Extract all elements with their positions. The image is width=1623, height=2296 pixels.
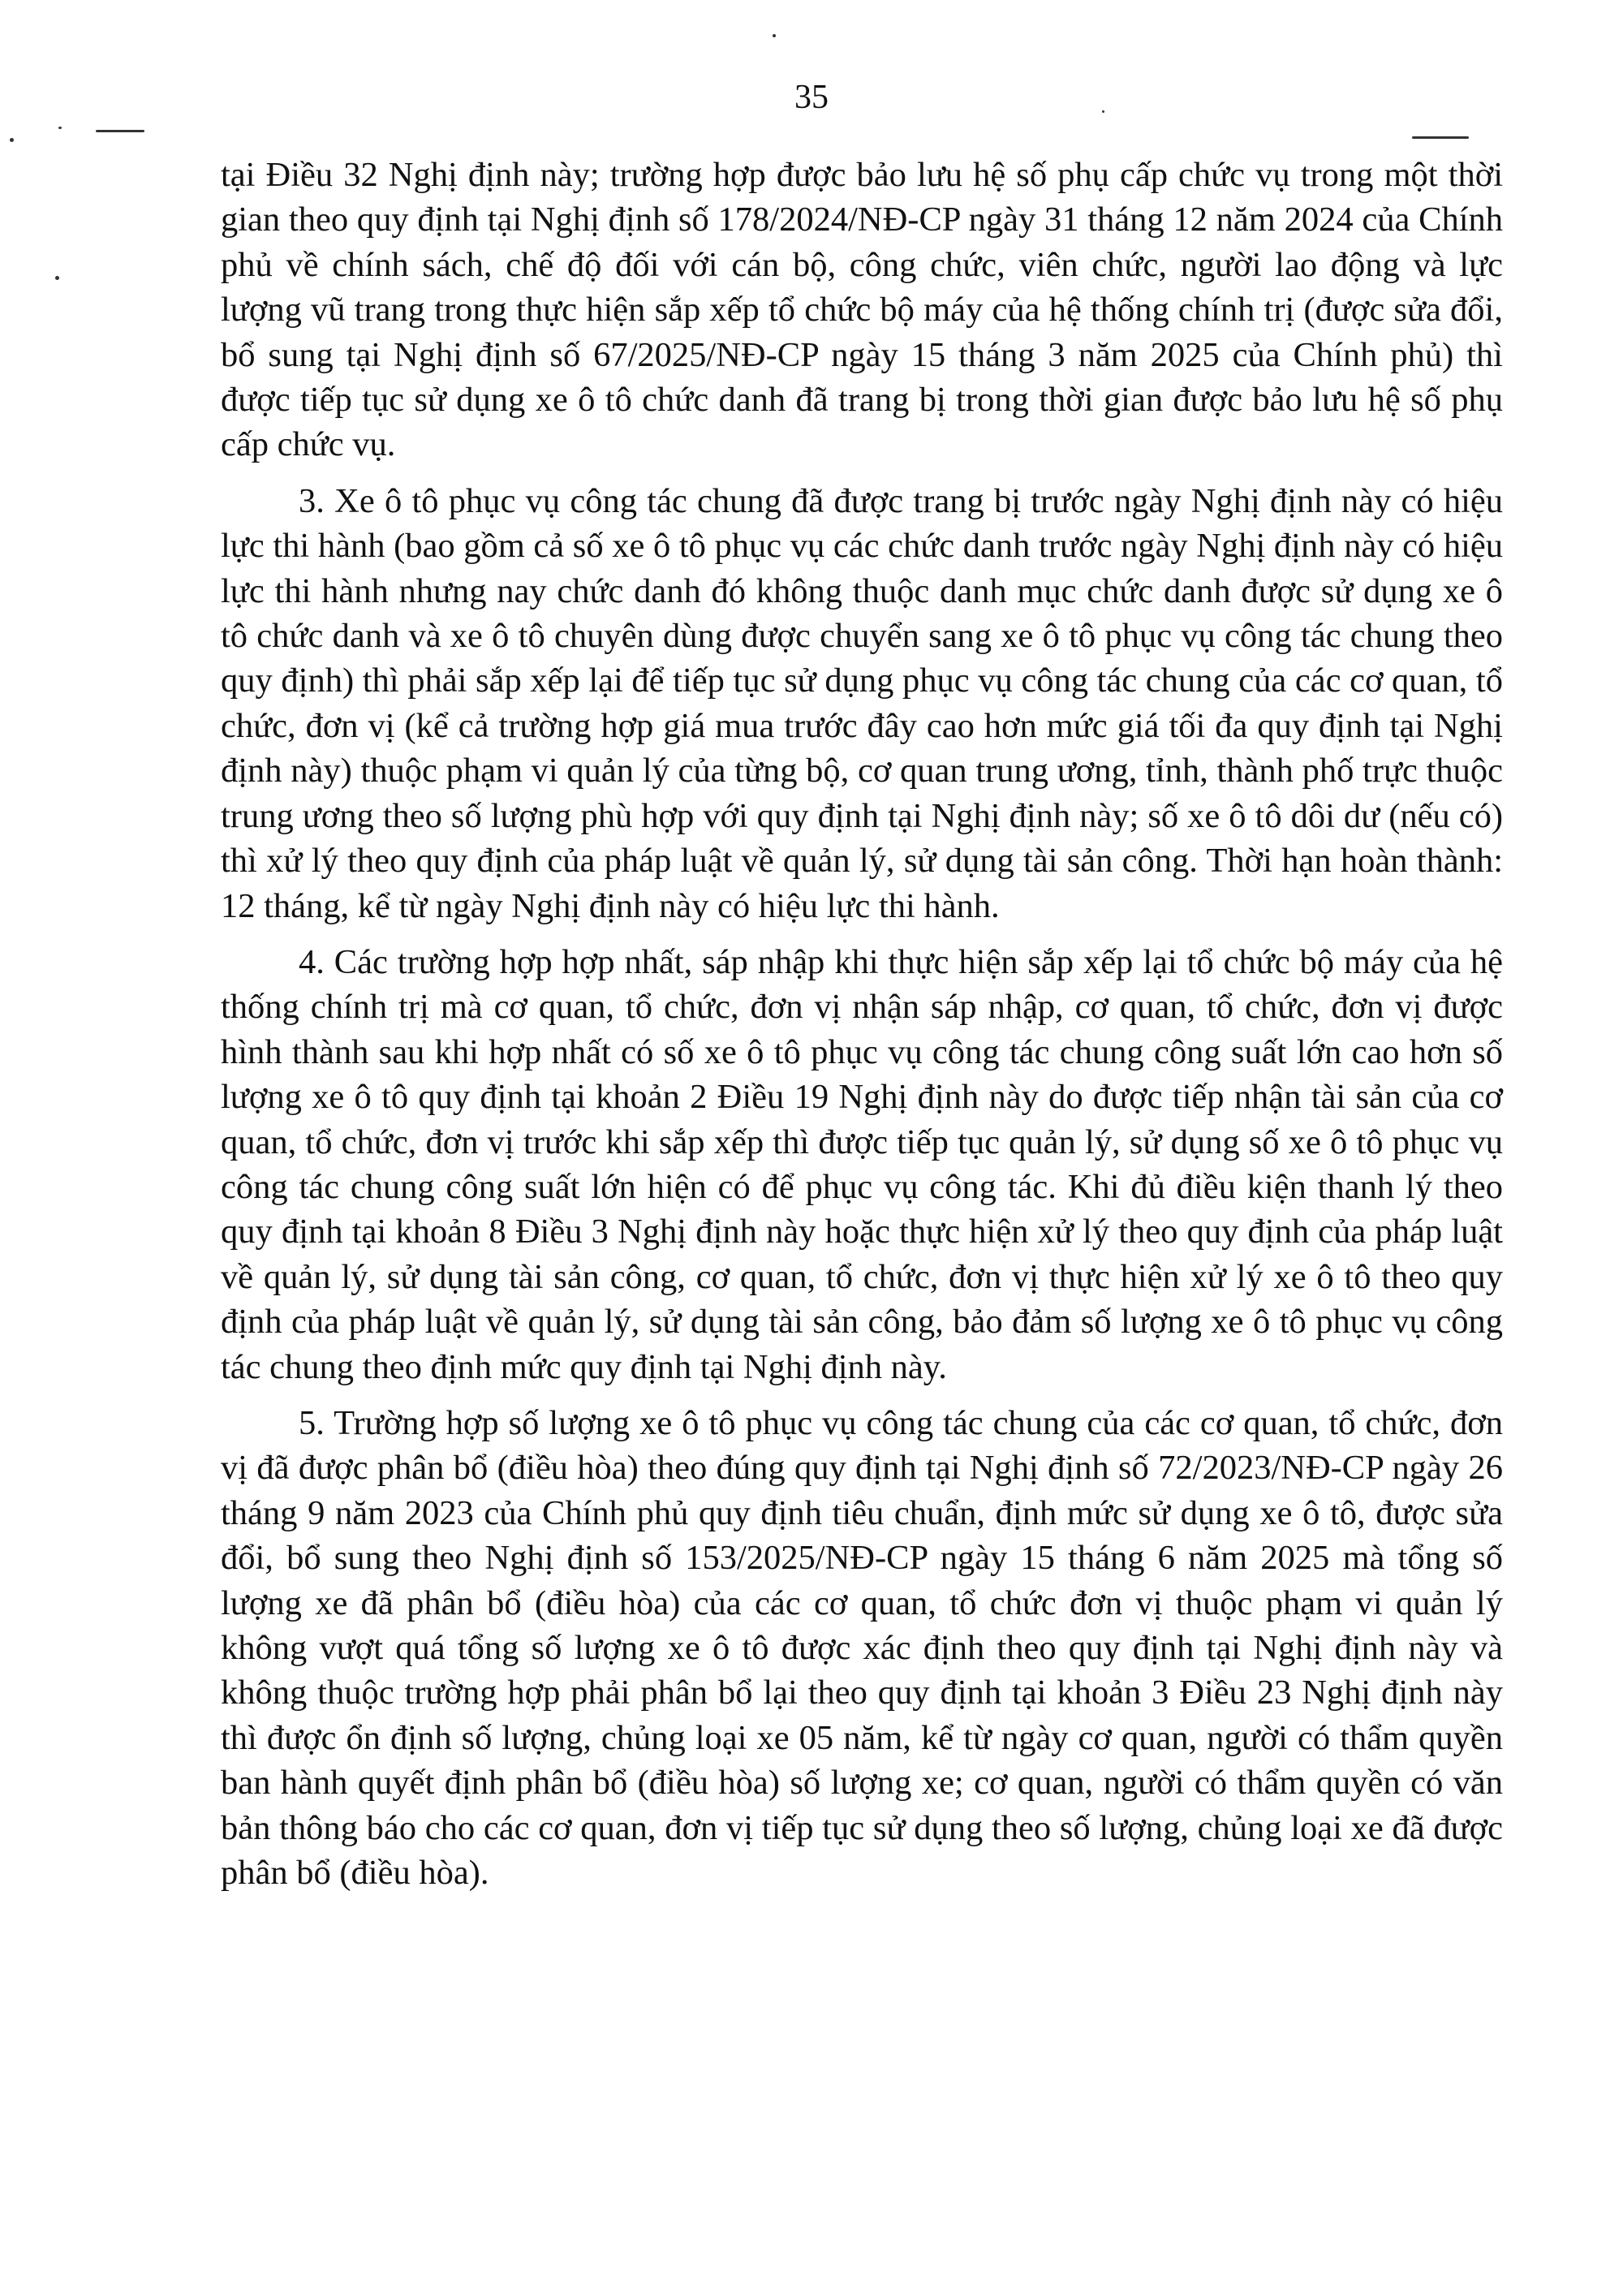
page-number: 35 [794,79,829,116]
scan-speck [96,130,144,132]
paragraph-continuation: tại Điều 32 Nghị định này; trường hợp được bảo lưu hệ số phụ cấp chức vụ trong một thời gian theo quy định tại Nghị định số 178/2024/NĐ-CP ngày 31 tháng 12 năm 2024 của Chính phủ về chính sách, chế độ đối với cán bộ, công chức, viên chức, người lao động và lực lượng vũ trang trong thực hiện sắp xếp tổ chức bộ máy của hệ thống chính trị (được sửa đổi, bổ sung tại Nghị định số 67/2025/NĐ-CP ngày 15 tháng 3 năm 2025 của Chính phủ) thì được tiếp tục sử dụng xe ô tô chức danh đã trang bị trong thời gian được bảo lưu hệ số phụ cấp chức vụ. [221,156,1503,464]
document-body [221,153,1503,1906]
scan-speck [58,127,62,129]
scan-speck [1412,136,1469,139]
scan-speck [10,138,14,142]
scan-speck [773,34,776,37]
scan-speck [55,276,59,280]
paragraph-4: 4. Các trường hợp hợp nhất, sáp nhập khi thực hiện sắp xếp lại tổ chức bộ máy của hệ thống chính trị mà cơ quan, tổ chức, đơn vị nhận sáp nhập, cơ quan, tổ chức, đơn vị được hình thành sau khi hợp nhất có số xe ô tô phục vụ công tác chung công suất lớn cao hơn số lượng xe ô tô quy định tại khoản 2 Điều 19 Nghị định này do được tiếp nhận tài sản của cơ quan, tổ chức, đơn vị trước khi sắp xếp thì được tiếp tục quản lý, sử dụng số xe ô tô phục vụ công tác chung công suất lớn hiện có để phục vụ công tác. Khi đủ điều kiện thanh lý theo quy định tại khoản 8 Điều 3 Nghị định này hoặc thực hiện xử lý theo quy định của pháp luật về quản lý, sử dụng tài sản công, cơ quan, tổ chức, đơn vị thực hiện xử lý xe ô tô theo quy định của pháp luật về quản lý, sử dụng tài sản công, bảo đảm số lượng xe ô tô phục vụ công tác chung theo định mức quy định tại Nghị định này. [221,942,1503,1386]
paragraph-3: 3. Xe ô tô phục vụ công tác chung đã được trang bị trước ngày Nghị định này có hiệu lực thi hành (bao gồm cả số xe ô tô phục vụ các chức danh trước ngày Nghị định này có hiệu lực thi hành nhưng nay chức danh đó không thuộc danh mục chức danh được sử dụng xe ô tô chức danh và xe ô tô chuyên dùng được chuyển sang xe ô tô phục vụ công tác chung theo quy định) thì phải sắp xếp lại để tiếp tục sử dụng phục vụ công tác chung của các cơ quan, tổ chức, đơn vị (kể cả trường hợp giá mua trước đây cao hơn mức giá tối đa quy định tại Nghị định này) thuộc phạm vi quản lý của từng bộ, cơ quan trung ương, tỉnh, thành phố trực thuộc trung ương theo số lượng phù hợp với quy định tại Nghị định này; số xe ô tô dôi dư (nếu có) thì xử lý theo quy định của pháp luật về quản lý, sử dụng tài sản công. Thời hạn hoàn thành: 12 tháng, kể từ ngày Nghị định này có hiệu lực thi hành. [221,481,1503,925]
paragraph-5: 5. Trường hợp số lượng xe ô tô phục vụ công tác chung của các cơ quan, tổ chức, đơn vị đã được phân bổ (điều hòa) theo đúng quy định tại Nghị định số 72/2023/NĐ-CP ngày 26 tháng 9 năm 2023 của Chính phủ quy định tiêu chuẩn, định mức sử dụng xe ô tô, được sửa đổi, bổ sung theo Nghị định số 153/2025/NĐ-CP ngày 15 tháng 6 năm 2025 mà tổng số lượng xe đã phân bổ (điều hòa) của các cơ quan, tổ chức đơn vị thuộc phạm vi quản lý không vượt quá tổng số lượng xe ô tô được xác định theo quy định tại Nghị định này và không thuộc trường hợp phải phân bổ lại theo quy định tại khoản 3 Điều 23 Nghị định này thì được ổn định số lượng, chủng loại xe 05 năm, kể từ ngày cơ quan, người có thẩm quyền ban hành quyết định phân bổ (điều hòa) số lượng xe; cơ quan, người có thẩm quyền có văn bản thông báo cho các cơ quan, đơn vị tiếp tục sử dụng theo số lượng, chủng loại xe đã được phân bổ (điều hòa). [221,1403,1503,1893]
scan-speck [1102,110,1104,113]
